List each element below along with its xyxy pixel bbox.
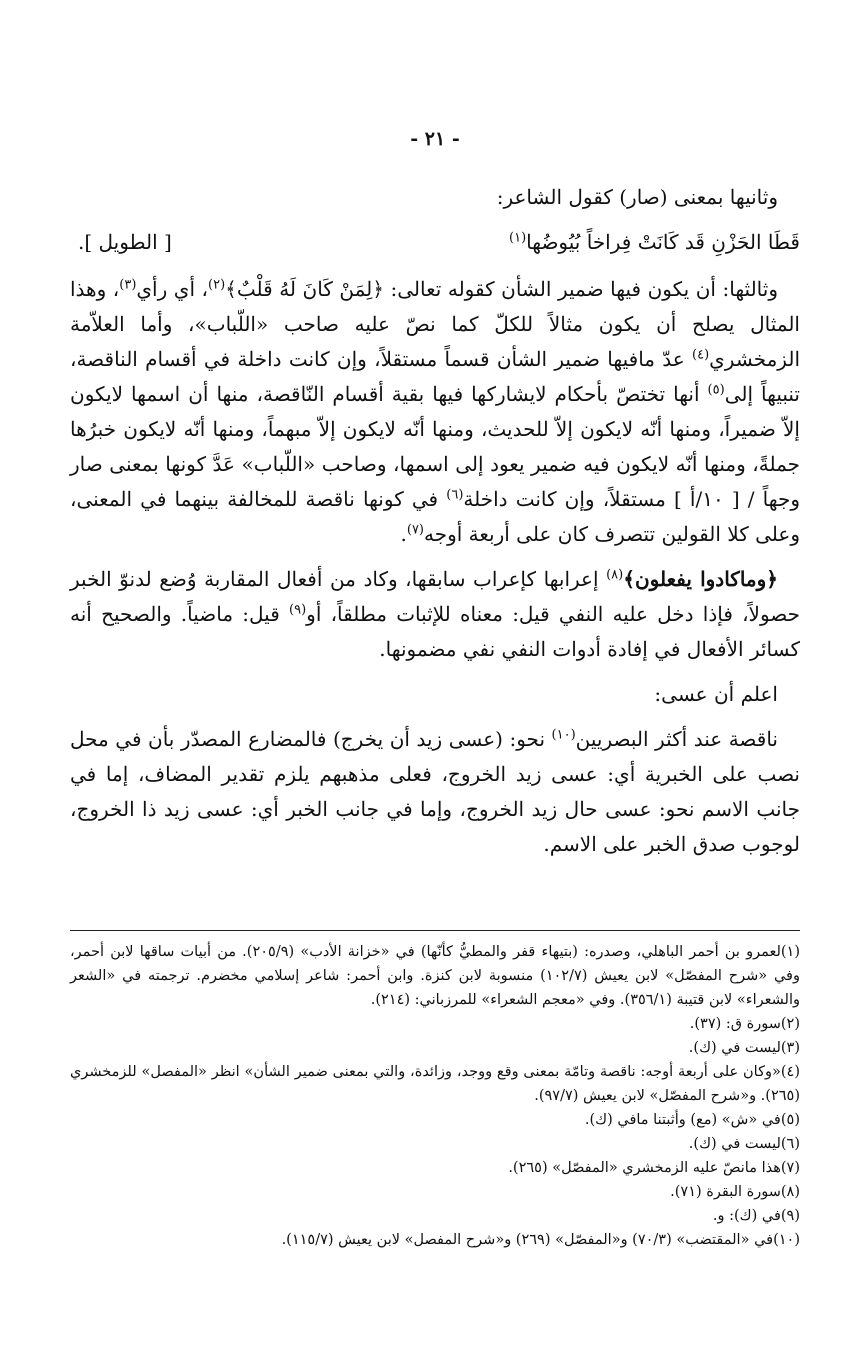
paragraph-5: ناقصة عند أكثر البصريين$^{(١٠)}$ نحو: (عسى زيد أن يخرج) فالمضارع المصدّر بأن في محل نصب على الخبرية أي: عسى زيد الخروج، فعلى مذهبهم يلزم تقدير المضاف، إما في جانب الاسم نحو: عسى حال زيد الخروج، وإما في جانب الخبر أي: عسى زيد ذا الخروج، لوجوب صدق الخبر على الاسم.: [70, 727, 801, 856]
footnote-1: (١)لعمرو بن أحمر الباهلي، وصدره: (بتيهاء قفر والمطيُّ كأنّها) في «خزانة الأدب» (٢٠٥/٩). من أبيات ساقها لابن أحمر، وفي «شرح المفصّل» لابن يعيش (١٠٢/٧) منسوبة لابن كنزة. وابن أحمر: شاعر إسلامي مخضرم. ترجمته في «الشعر والشعراء» لابن قتيبة (٣٥٦/١). وفي «معجم الشعراء» للمرزباني: (٢١٤).: [70, 944, 800, 1008]
quran-quote: ﴿وماكادوا يفعلون﴾: [623, 567, 779, 591]
footnote-ref-5[interactable]: (٥): [707, 382, 725, 398]
footnote-7: (٧)هذا مانصّ عليه الزمخشري «المفصّل» (٢٦٥).: [508, 1160, 800, 1176]
paragraph-1: وثانيها بمعنى (صار) كقول الشاعر:: [496, 185, 778, 209]
footnote-10: (١٠)في «المقتضب» (٧٠/٣) و«المفصّل» (٢٦٩) و«شرح المفصل» لابن يعيش (١١٥/٧).: [281, 1232, 800, 1248]
footnote-6: (٦)ليست في (ك).: [688, 1136, 800, 1152]
footnote-ref-6[interactable]: (٦): [446, 487, 464, 503]
verse-meter: [ الطويل ].: [78, 230, 172, 254]
poetry-verse: [70, 225, 800, 260]
footnote-9: (٩)في (ك): و.: [712, 1208, 800, 1224]
footnotes: [70, 940, 800, 1252]
footnote-ref-8[interactable]: (٨): [606, 567, 624, 583]
footnote-ref-2[interactable]: (٢): [208, 277, 226, 293]
footnote-ref-4[interactable]: (٤): [692, 347, 710, 363]
footnote-ref-1[interactable]: (١): [509, 230, 527, 246]
paragraph-4: اعلم أن عسى:: [654, 682, 778, 706]
footnote-8: (٨)سورة البقرة (٧١).: [670, 1184, 800, 1200]
footnote-ref-10[interactable]: (١٠): [551, 727, 576, 743]
footnote-divider: [70, 930, 800, 931]
document-page: [70, 0, 800, 1370]
footnote-ref-3[interactable]: (٣): [119, 277, 137, 293]
page-number: - ٢١ -: [410, 128, 460, 150]
verse-line: قَطَا الحَزْنِ قَد كَانَتْ فِراخاً بُيُوضُها$^{(١)}$: [509, 230, 800, 254]
footnote-2: (٢)سورة ق: (٣٧).: [689, 1016, 800, 1032]
footnote-3: (٣)ليست في (ك).: [688, 1040, 800, 1056]
main-text: [70, 180, 800, 872]
footnote-5: (٥)في «ش» (مع) وأثبتنا مافي (ك).: [584, 1112, 800, 1128]
footnote-ref-7[interactable]: (٧): [406, 522, 424, 538]
footnote-4: (٤)«وكان على أربعة أوجه: ناقصة وتامّة بمعنى وقع ووجد، وزائدة، والتي بمعنى ضمير الشأن» انظر «المفصل» للزمخشري (٢٦٥). و«شرح المفصّل» لابن يعيش (٩٧/٧).: [70, 1064, 800, 1104]
paragraph-3: ﴿وماكادوا يفعلون﴾$^{(٨)}$ إعرابها كإعراب سابقها، وكاد من أفعال المقاربة وُضع لدنوّ الخبر حصولاً، فإذا دخل عليه النفي قيل: معناه للإثبات مطلقاً، أو$^{(٩)}$ قيل: ماضياً. والصحيح أنه كسائر الأفعال في إفادة أدوات النفي نفي مضمونها.: [70, 567, 801, 661]
footnote-ref-9[interactable]: (٩): [289, 602, 307, 618]
paragraph-2: وثالثها: أن يكون فيها ضمير الشأن كقوله تعالى: ﴿لِمَنْ كَانَ لَهُ قَلْبٌ﴾$^{(٢)}$، أي رأي$^{(٣)}$، وهذا المثال يصلح أن يكون مثالاً للكلّ كما نصّ عليه صاحب «اللّباب»، وأما العلاّمة الزمخشري$^{(٤)}$ عدّ مافيها ضمير الشأن قسماً مستقلاً، وإن كانت داخلة في أقسام الناقصة، تنبيهاً إلى$^{(٥)}$ أنها تختصّ بأحكام لايشاركها فيها بقية أقسام النّاقصة، منها أن اسمها لايكون إلاّ ضميراً، ومنها أنّه لايكون إلاّ للحديث، ومنها أنّه لايكون إلاّ مبهماً، ومنها أنّه لايكون خبرُها جملةً، ومنها أنّه لايكون فيه ضمير يعود إلى اسمها، وصاحب «اللّباب» عَدَّ كونها بمعنى صار وجهاً / [ ١٠/أ ] مستقلاً، وإن كانت داخلة$^{(٦)}$ في كونها ناقصة للمخالفة بينهما في المعنى، وعلى كلا القولين تتصرف كان على أربعة أوجه$^{(٧)}$.: [70, 277, 800, 546]
